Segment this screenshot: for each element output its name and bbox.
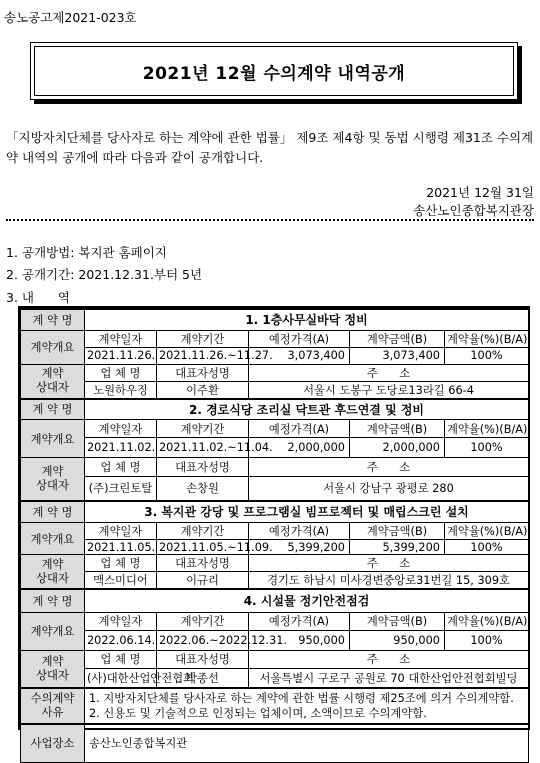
contract-name-label: 계 약 명 — [21, 501, 85, 523]
reason-label: 수의계약 사유 — [21, 688, 85, 724]
header-estimated: 예정가격(A) — [249, 612, 350, 630]
header-address: 주 소 — [249, 650, 529, 668]
contract-3-name: 3. 복지관 강당 및 프로그램실 빔프로젝터 및 매립스크린 설치 — [85, 501, 529, 523]
contract-2-period: 2021.11.02.~11.04. — [157, 438, 249, 458]
contract-summary-label: 계약개요 — [21, 523, 85, 555]
contract-4-date: 2022.06.14. — [85, 630, 157, 650]
contract-3-estimated: 5,399,200 — [249, 540, 350, 555]
organization-name: 송산노인종합복지관장 — [413, 203, 534, 218]
disclosure-period: 2. 공개기간: 2021.12.31.부터 5년 — [6, 267, 203, 282]
contract-2-rate: 100% — [445, 438, 529, 458]
contract-1-company: 노원하우징 — [85, 381, 157, 399]
contract-3-company: 맥스미디어 — [85, 572, 157, 590]
contracts-table — [18, 306, 530, 751]
contract-name-label: 계 약 명 — [21, 399, 85, 420]
header-company: 업 체 명 — [85, 650, 157, 668]
header-amount: 계약금액(B) — [350, 330, 445, 347]
header-date: 계약일자 — [85, 330, 157, 347]
contract-1-rate: 100% — [445, 347, 529, 364]
contract-name-label: 계 약 명 — [21, 309, 85, 330]
dotted-divider — [6, 219, 534, 221]
contract-4-amount: 950,000 — [350, 630, 445, 650]
header-address: 주 소 — [249, 555, 529, 572]
title-box — [30, 42, 518, 100]
contract-summary-label: 계약개요 — [21, 612, 85, 650]
header-estimated: 예정가격(A) — [249, 523, 350, 540]
contract-1-period: 2021.11.26.~11.27. — [157, 347, 249, 364]
header-company: 업 체 명 — [85, 458, 157, 477]
header-company: 업 체 명 — [85, 364, 157, 381]
header-rate: 계약율(%)(B/A) — [445, 420, 529, 438]
counterparty-label: 계약 상대자 — [21, 650, 85, 688]
header-estimated: 예정가격(A) — [249, 330, 350, 347]
header-amount: 계약금액(B) — [350, 420, 445, 438]
location-label: 사업장소 — [21, 724, 85, 762]
reason-2: 2. 신용도 및 기술적으로 인정되는 업체이며, 소액이므로 수의계약함. — [89, 707, 427, 720]
contract-3-address: 경기도 하남시 미사경변중앙로31번길 15, 309호 — [249, 572, 529, 590]
disclosure-method: 1. 공개방법: 복지관 홈페이지 — [6, 245, 167, 260]
header-rep: 대표자성명 — [157, 364, 249, 381]
header-rate: 계약율(%)(B/A) — [445, 330, 529, 347]
contract-name-label: 계 약 명 — [21, 589, 85, 612]
contract-4-name: 4. 시설물 정기안전점검 — [85, 589, 529, 612]
header-rate: 계약율(%)(B/A) — [445, 523, 529, 540]
contract-1-name: 1. 1층사무실바닥 정비 — [85, 309, 529, 330]
header-period: 계약기간 — [157, 420, 249, 438]
header-rep: 대표자성명 — [157, 555, 249, 572]
contract-1-address: 서울시 도봉구 도당로13라길 66-4 — [249, 381, 529, 399]
contract-4-address: 서울특별시 구로구 공원로 70 대한산업안전협회빌딩 — [249, 668, 529, 688]
header-date: 계약일자 — [85, 612, 157, 630]
contract-3-rate: 100% — [445, 540, 529, 555]
reason-1: 1. 지방자치단체를 당사자로 하는 계약에 관한 법률 시행령 제25조에 의거 수의계약함. — [89, 692, 514, 705]
header-company: 업 체 명 — [85, 555, 157, 572]
header-period: 계약기간 — [157, 612, 249, 630]
document-number: 송노공고제2021-023호 — [4, 10, 137, 25]
page-title: 2021년 12월 수의계약 내역공개 — [34, 46, 514, 96]
contract-2-amount: 2,000,000 — [350, 438, 445, 458]
header-estimated: 예정가격(A) — [249, 420, 350, 438]
header-amount: 계약금액(B) — [350, 612, 445, 630]
header-rep: 대표자성명 — [157, 458, 249, 477]
contract-2-name: 2. 경로식당 조리실 닥트관 후드연결 및 정비 — [85, 399, 529, 420]
counterparty-label: 계약 상대자 — [21, 555, 85, 590]
header-period: 계약기간 — [157, 330, 249, 347]
contract-3-date: 2021.11.05. — [85, 540, 157, 555]
header-address: 주 소 — [249, 364, 529, 381]
contract-2-rep: 손창원 — [157, 477, 249, 501]
header-date: 계약일자 — [85, 523, 157, 540]
contract-2-company: (주)크린토탈 — [85, 477, 157, 501]
counterparty-label: 계약 상대자 — [21, 364, 85, 399]
contract-2-estimated: 2,000,000 — [249, 438, 350, 458]
contract-1-rep: 이주환 — [157, 381, 249, 399]
header-rate: 계약율(%)(B/A) — [445, 612, 529, 630]
header-date: 계약일자 — [85, 420, 157, 438]
contract-2-address: 서울시 강남구 광평로 280 — [249, 477, 529, 501]
intro-paragraph: 「지방자치단체를 당사자로 하는 계약에 관한 법률」 제9조 제4항 및 동법 시행령 제31조 수의계약 내역의 공개에 따라 다음과 같이 공개합니다. — [6, 130, 534, 165]
reason-text — [85, 688, 529, 724]
header-period: 계약기간 — [157, 523, 249, 540]
header-amount: 계약금액(B) — [350, 523, 445, 540]
contract-summary-label: 계약개요 — [21, 330, 85, 364]
contract-1-amount: 3,073,400 — [350, 347, 445, 364]
contract-4-estimated: 950,000 — [249, 630, 350, 650]
contract-3-period: 2021.11.05.~11.09. — [157, 540, 249, 555]
location-value: 송산노인종합복지관 — [85, 724, 529, 762]
contract-4-company: (사)대한산업안전협회 — [85, 668, 157, 688]
disclosure-details-heading: 3. 내 역 — [6, 290, 70, 305]
contract-1-estimated: 3,073,400 — [249, 347, 350, 364]
header-address: 주 소 — [249, 458, 529, 477]
contract-2-date: 2021.11.02. — [85, 438, 157, 458]
announcement-date: 2021년 12월 31일 — [426, 185, 534, 200]
contract-4-period: 2022.06.~2022.12.31. — [157, 630, 249, 650]
contract-3-rep: 이규리 — [157, 572, 249, 590]
contract-1-date: 2021.11.26. — [85, 347, 157, 364]
contract-4-rep: 박종선 — [157, 668, 249, 688]
contract-4-rate: 100% — [445, 630, 529, 650]
contract-summary-label: 계약개요 — [21, 420, 85, 458]
contract-3-amount: 5,399,200 — [350, 540, 445, 555]
header-rep: 대표자성명 — [157, 650, 249, 668]
counterparty-label: 계약 상대자 — [21, 458, 85, 501]
